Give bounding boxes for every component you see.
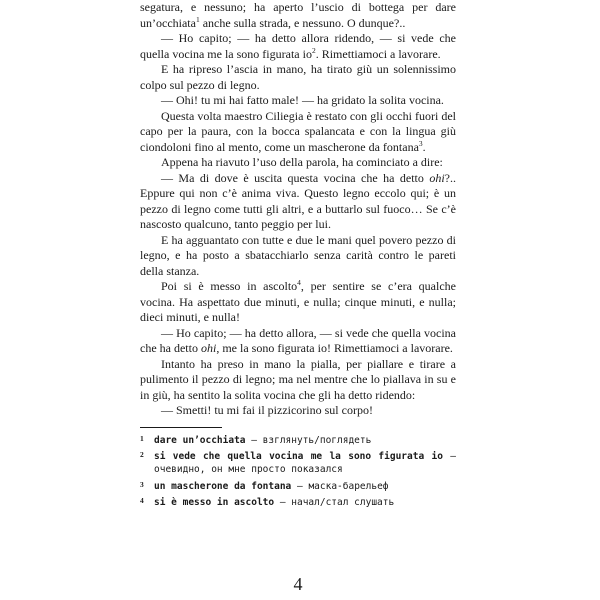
- paragraph: [140, 31, 456, 62]
- footnote-term: si vede che quella vocina me la sono figurata io: [154, 451, 443, 462]
- footnote-term: si è messo in ascolto: [154, 497, 275, 508]
- footnote: [140, 496, 456, 509]
- paragraph-text: , per sentire se c’era qualche vocina. Ha aspettato due minuti, e nulla; cinque minuti, e nulla; dieci minuti, e nulla!: [140, 279, 456, 324]
- footnote-number: 1: [140, 433, 144, 443]
- footnote-ref: 3: [418, 138, 423, 148]
- paragraph: [140, 109, 456, 156]
- footnote: [140, 434, 456, 447]
- paragraph-text: — Ohi! tu mi hai fatto male! — ha gridato la solita vocina.: [161, 93, 444, 107]
- footnote-term: dare un’occhiata: [154, 434, 246, 446]
- footnote-number: 3: [140, 479, 144, 489]
- footnote-translation: — маска-барельеф: [291, 480, 389, 492]
- paragraph-text: . Rimettiamoci a lavorare.: [315, 46, 441, 61]
- body-text: [140, 0, 456, 419]
- paragraph: [140, 62, 456, 93]
- emphasis-text: ohi: [200, 341, 217, 355]
- footnote-translation: — начал/стал слушать: [274, 497, 395, 508]
- paragraph: [140, 279, 456, 326]
- paragraph: [140, 155, 456, 171]
- paragraph-text: anche sulla strada, e nessuno. O dunque?..: [199, 15, 406, 30]
- footnotes: [140, 434, 456, 510]
- paragraph-text: E ha ripreso l’ascia in mano, ha tirato giù un solennissimo colpo sul pezzo di legno.: [140, 62, 456, 92]
- book-page: [140, 0, 456, 513]
- paragraph: [140, 233, 456, 280]
- paragraph-text: — Smetti! tu mi fai il pizzicorino sul corpo!: [161, 403, 373, 417]
- footnote-ref: 2: [311, 45, 316, 55]
- paragraph-text: E ha agguantato con tutte e due le mani quel povero pezzo di legno, e ha posto a sbatacchiarlo senza carità contro le pareti della stanza.: [140, 232, 456, 278]
- paragraph-text: Intanto ha preso in mano la pialla, per piallare e tirare a pulimento il pezzo di legno; ma nel mentre che lo piallava in su e in giù, ha sentito la solita vocina che gli ha detto ridendo:: [140, 356, 456, 402]
- paragraph-text: segatura, e nessuno; ha aperto l’uscio di bottega per dare un’occhiata: [140, 0, 456, 30]
- emphasis-text: ohi: [429, 170, 445, 185]
- paragraph: [140, 326, 456, 357]
- footnote-number: 4: [140, 496, 144, 505]
- paragraph-text: Questa volta maestro Ciliegia è restato con gli occhi fuori del capo per la paura, con la bocca spalancata e con la lingua giù ciondoloni fino al mento, come un mascherone da fontana: [140, 108, 456, 154]
- paragraph-text: — Ho capito; — ha detto allora ridendo, — si vede che quella vocina me la sono figurata io: [140, 31, 456, 61]
- footnote: [140, 480, 456, 493]
- paragraph-text: .: [422, 139, 426, 154]
- footnote-term: un mascherone da fontana: [154, 480, 292, 492]
- paragraph-text: ?.. Eppure qui non c’è anima viva. Questo legno eccolo qui; è un pezzo di legno come tutti gli altri, e a buttarlo sul fuoco… Se c’è nascosto qualcuno, tanto peggio per lui.: [140, 170, 456, 231]
- footnote-ref: 1: [195, 14, 200, 24]
- paragraph: [140, 171, 456, 233]
- paragraph-text: , me la sono figurata io! Rimettiamoci a lavorare.: [216, 341, 453, 355]
- footnote-number: 2: [140, 450, 144, 459]
- paragraph-text: Poi si è messo in ascolto: [161, 279, 298, 293]
- paragraph-text: Appena ha riavuto l’uso della parola, ha cominciato a dire:: [161, 155, 443, 169]
- paragraph-text: — Ho capito; — ha detto allora, — si vede che quella vocina che ha detto: [140, 325, 456, 355]
- paragraph: [140, 403, 456, 419]
- footnote-translation: — очевидно, он мне просто показался: [154, 451, 456, 475]
- footnote-translation: — взглянуть/поглядеть: [245, 434, 372, 446]
- paragraph: [140, 93, 456, 109]
- paragraph-text: — Ma di dove è uscita questa vocina che ha detto: [161, 170, 430, 185]
- footnote-ref: 4: [297, 278, 301, 287]
- paragraph: [140, 357, 456, 404]
- footnote: [140, 450, 456, 476]
- footnote-separator: [140, 427, 222, 428]
- page-number: 4: [293, 574, 303, 594]
- paragraph: [140, 0, 456, 31]
